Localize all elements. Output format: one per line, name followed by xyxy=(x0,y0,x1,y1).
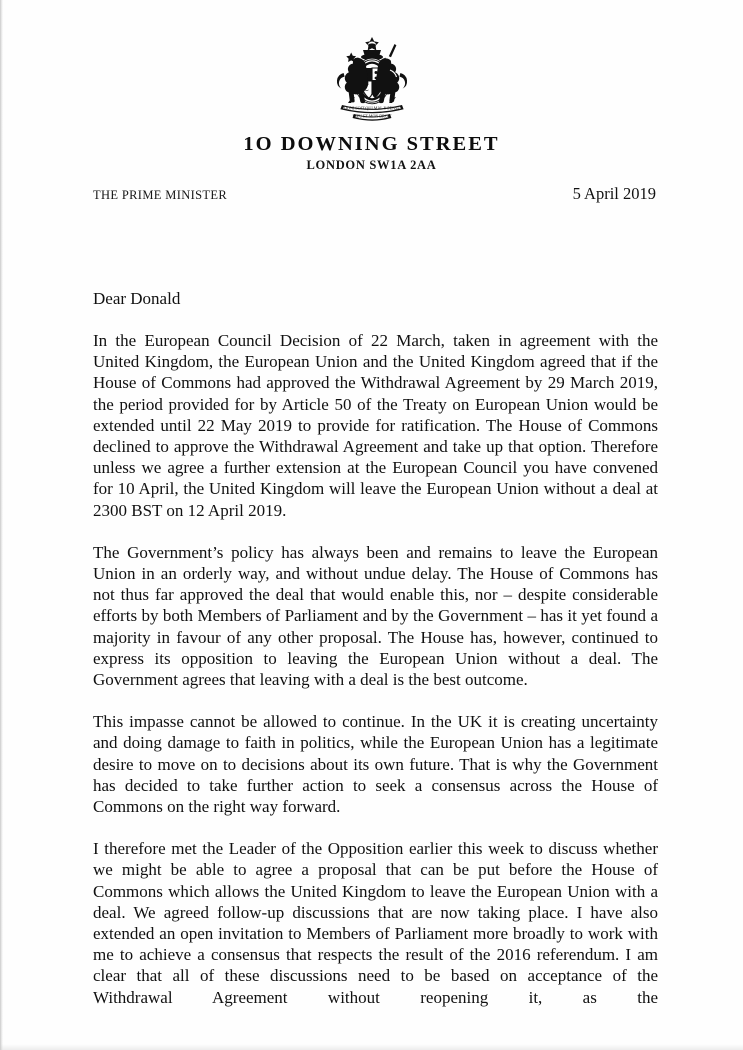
body-paragraph: I therefore met the Leader of the Opposition earlier this week to discuss whether we might be able to agree a proposal that can be put before the House of Commons which allows the United Kingdom to leave the European Union with a deal. We agreed follow-up discussions that are now taking place. I have also extended an open invitation to Members of Parliament more broadly to work with me to achieve a consensus that respects the result of the 2016 referendum. I am clear that all of these discussions need to be based on acceptance of the Withdrawal Agreement without reopening it, as the xyxy=(93,839,658,1007)
letterhead xyxy=(0,34,743,173)
scan-edge-bottom xyxy=(0,1044,743,1050)
royal-coat-of-arms-icon xyxy=(318,34,426,126)
body-paragraph: In the European Council Decision of 22 March, taken in agreement with the United Kingdom, the European Union and the United Kingdom agreed that if the House of Commons had approved the Withdrawal Agreement by 29 March 2019, the period provided for by Article 50 of the Treaty on European Union would be extended until 22 May 2019 to provide for ratification. The House of Commons declined to approve the Withdrawal Agreement and take up that option. Therefore unless we agree a further extension at the European Council you have convened for 10 April, the United Kingdom will leave the European Union without a deal at 2300 BST on 12 April 2019. xyxy=(93,331,658,520)
svg-text:HONI SOIT QUI MAL Y PENSE: HONI SOIT QUI MAL Y PENSE xyxy=(343,105,400,111)
letterhead-address-line-1: 1O DOWNING STREET xyxy=(243,133,500,155)
salutation: Dear Donald xyxy=(93,289,181,308)
body-paragraph: The Government’s policy has always been and remains to leave the European Union in an orderly way, and without undue delay. The House of Commons has not thus far approved the deal that would enable this, nor – despite considerable efforts by both Members of Parliament and by the Government – has it yet found a majority in favour of any other proposal. The House has, however, continued to express its opposition to leaving the European Union without a deal. The Government agrees that leaving with a deal is the best outcome. xyxy=(93,542,658,690)
letterhead-address-line-2: LONDON SW1A 2AA xyxy=(306,158,437,172)
letter-body xyxy=(93,288,658,1008)
body-paragraph: This impasse cannot be allowed to continue. In the UK it is creating uncertainty and doing damage to faith in politics, while the European Union has a legitimate desire to move on to decisions about its own future. That is why the Government has decided to take further action to seek a consensus across the House of Commons on the right way forward. xyxy=(93,712,658,817)
letter-date: 5 April 2019 xyxy=(572,184,656,203)
svg-text:DIEU ET MON DROIT: DIEU ET MON DROIT xyxy=(352,113,391,119)
sender-title: THE PRIME MINISTER xyxy=(93,188,228,202)
letter-meta-row xyxy=(93,184,656,204)
